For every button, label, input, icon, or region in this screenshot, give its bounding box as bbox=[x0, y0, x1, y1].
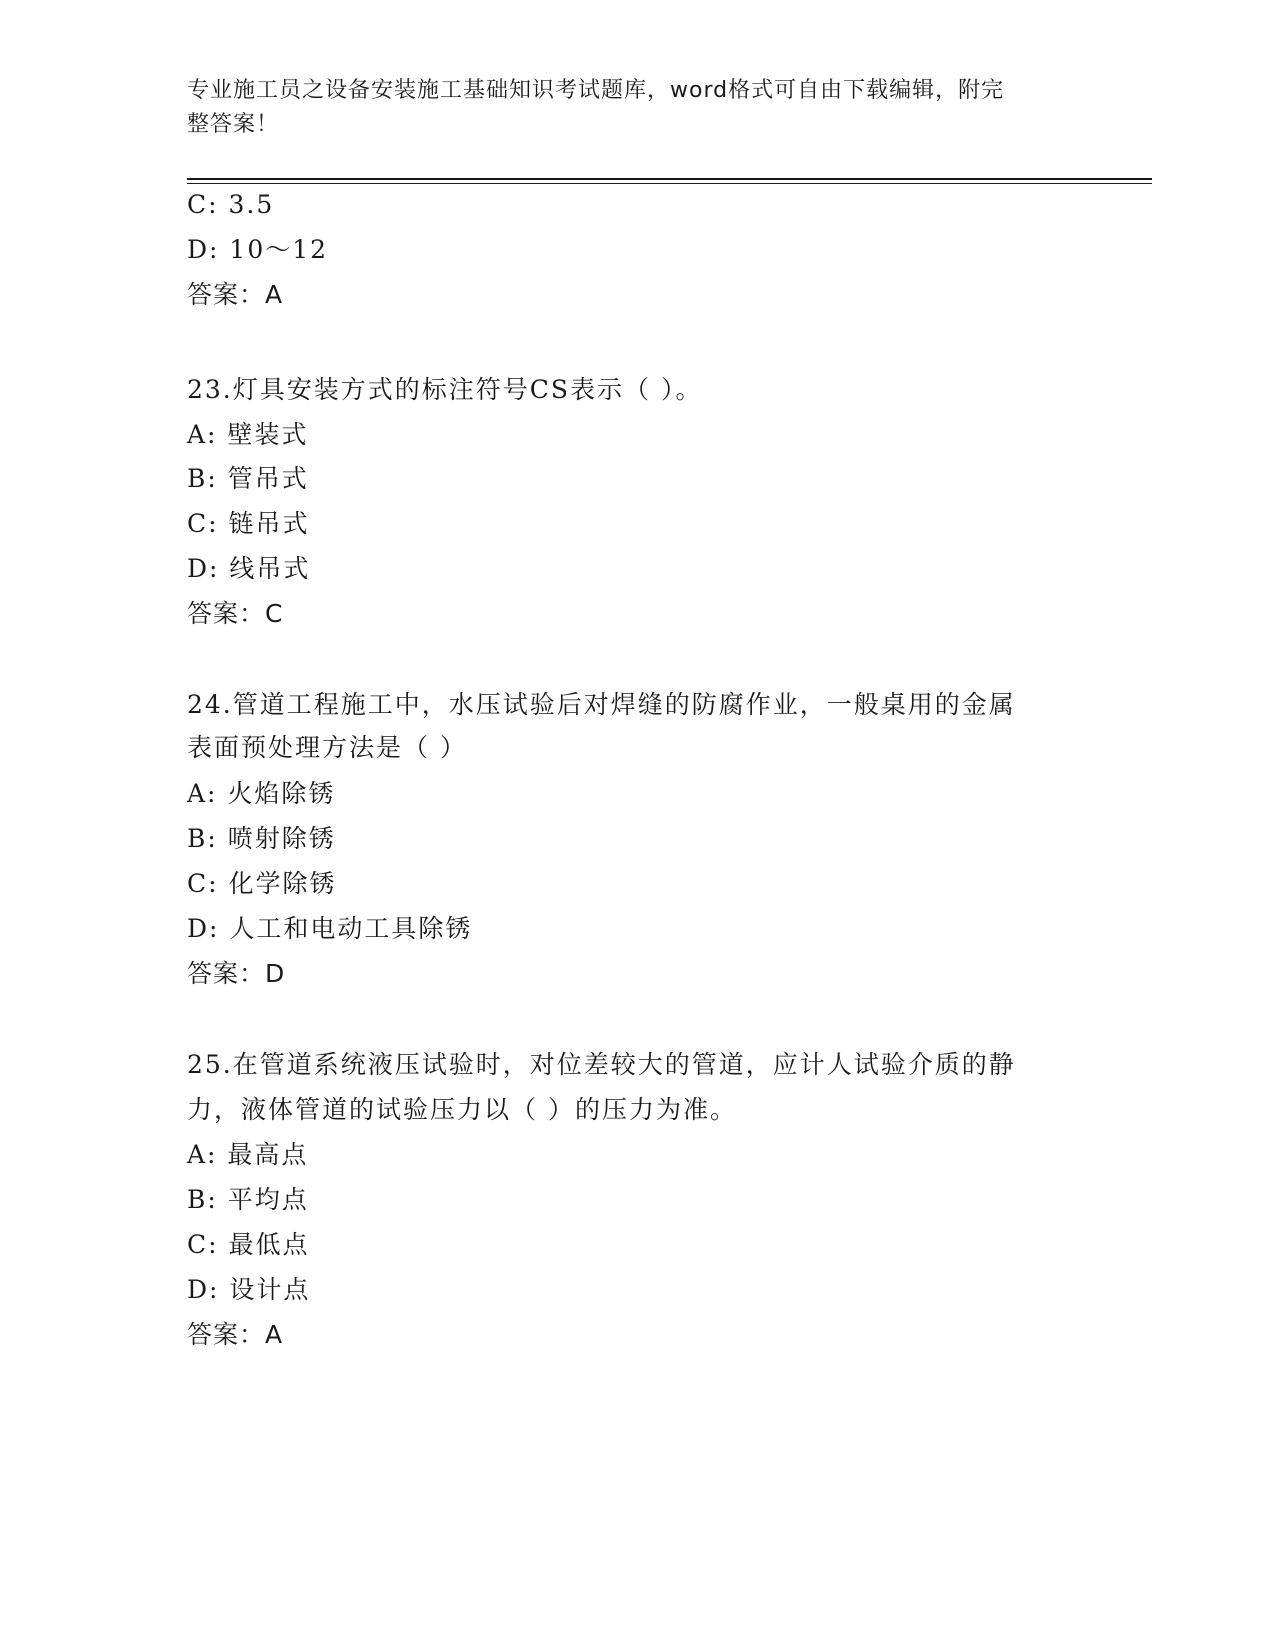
question-24-stem-line-2: 表面预处理方法是（ ） bbox=[187, 733, 467, 762]
question-24-answer: 答案：D bbox=[187, 959, 286, 988]
question-25-option-d: D: 设计点 bbox=[187, 1275, 311, 1304]
question-24-option-d: D: 人工和电动工具除锈 bbox=[187, 914, 473, 943]
question-23-option-b: B: 管吊式 bbox=[187, 464, 309, 493]
question-25-option-c: C: 最低点 bbox=[187, 1230, 310, 1259]
question-25-stem-line-1: 25.在管道系统液压试验时，对位差较大的管道，应计人试验介质的静 bbox=[187, 1050, 1016, 1079]
question-23-option-a: A: 壁装式 bbox=[187, 420, 309, 449]
question-24-option-c: C: 化学除锈 bbox=[187, 869, 337, 898]
question-23-option-d: D: 线吊式 bbox=[187, 554, 311, 583]
question-24-option-b: B: 喷射除锈 bbox=[187, 824, 336, 853]
header-title-line-2: 整答案！ bbox=[187, 112, 280, 137]
header-divider-thin bbox=[187, 183, 1152, 184]
prev-option-d: D: 10～12 bbox=[187, 235, 329, 264]
question-23-stem: 23.灯具安装方式的标注符号CS表示（ ）。 bbox=[187, 375, 703, 404]
question-23-answer: 答案：C bbox=[187, 599, 284, 628]
question-25-option-b: B: 平均点 bbox=[187, 1185, 309, 1214]
question-24-stem-line-1: 24.管道工程施工中，水压试验后对焊缝的防腐作业，一般桌用的金属 bbox=[187, 690, 1016, 719]
document-header bbox=[187, 74, 1067, 142]
question-25-answer: 答案：A bbox=[187, 1320, 284, 1349]
question-23-option-c: C: 链吊式 bbox=[187, 509, 310, 538]
question-24-option-a: A: 火焰除锈 bbox=[187, 779, 336, 808]
question-25-stem-line-2: 力，液体管道的试验压力以（ ）的压力为准。 bbox=[187, 1095, 737, 1124]
prev-answer: 答案：A bbox=[187, 280, 284, 309]
header-divider-thick bbox=[187, 178, 1152, 180]
header-title-line-1: 专业施工员之设备安装施工基础知识考试题库，word格式可自由下载编辑，附完 bbox=[187, 78, 1005, 103]
question-25-option-a: A: 最高点 bbox=[187, 1140, 309, 1169]
prev-option-c: C: 3.5 bbox=[187, 190, 275, 219]
